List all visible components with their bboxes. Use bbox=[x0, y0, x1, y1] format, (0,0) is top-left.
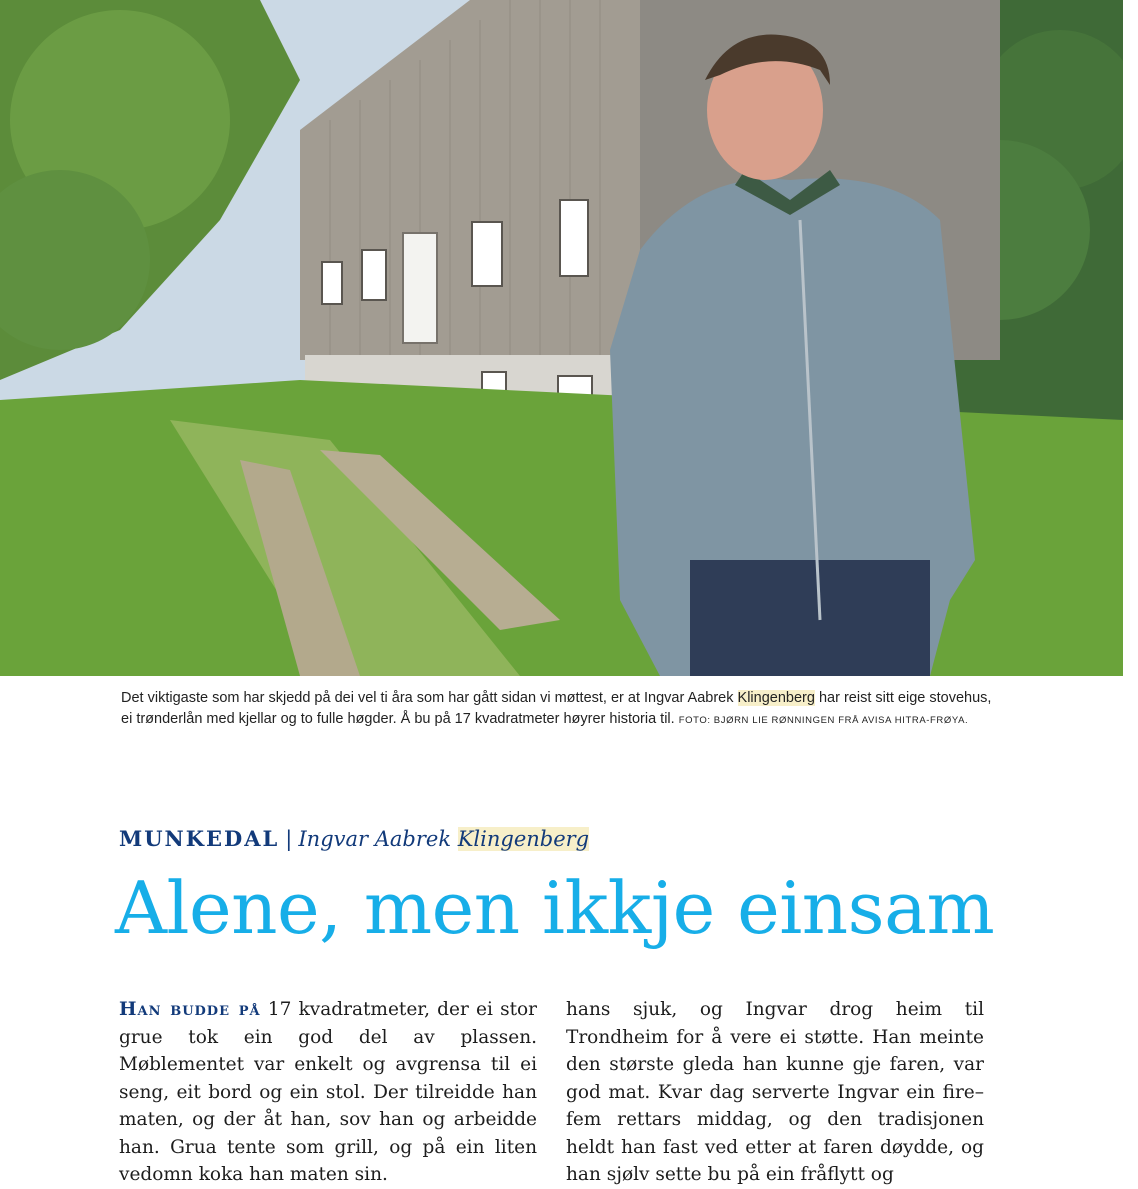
caption-text: Det viktigaste som har skjedd på dei vel ti åra som har gått sidan vi møttest, er at Ingvar Aabrek bbox=[121, 690, 738, 706]
photo-caption bbox=[121, 688, 1001, 731]
body-text-right: hans sjuk, og Ingvar drog heim til Trondheim for å vere ei støtte. Han meinte den største gleda han kunne gje faren, var god mat. Kvar dag serverte Ingvar ein fire–fem rettars middag, og den tradisjonen heldt han fast ved etter at faren døydde, og han sjølv sette bu på ein fråflytt og bbox=[566, 999, 984, 1185]
kicker-author bbox=[298, 827, 589, 851]
author-last-name: Klingenberg bbox=[457, 827, 590, 851]
caption-highlight: Klingenberg bbox=[737, 690, 815, 706]
article-kicker bbox=[119, 826, 589, 851]
kicker-separator: | bbox=[285, 827, 293, 851]
body-lead-in: Han budde på bbox=[119, 999, 261, 1020]
body-column-right bbox=[566, 996, 984, 1189]
photo-credit: FOTO: BJØRN LIE RØNNINGEN FRÅ AVISA HITRA-FRØYA. bbox=[678, 715, 969, 726]
kicker-place: MUNKEDAL bbox=[119, 826, 280, 851]
author-first-name: Ingvar Aabrek bbox=[298, 827, 458, 851]
body-column-left bbox=[119, 996, 537, 1189]
page-title: Alene, men ikkje einsam bbox=[115, 866, 995, 950]
caption-text-end: har reist sitt eige stovehus, ei trønderlån med kjellar og to fulle høgder. Å bu på 17 kvadratmeter høyrer historia til. bbox=[121, 690, 992, 727]
body-text-left: 17 kvadratmeter, der ei stor grue tok ein god del av plassen. Møblementet var enkelt og avgrensa til ei seng, eit bord og ein stol. Der tilreidde han maten, og der åt han, sov han og arbeidde han. Grua tente som grill, og på ein liten vedomn koka han maten sin. bbox=[119, 999, 537, 1185]
